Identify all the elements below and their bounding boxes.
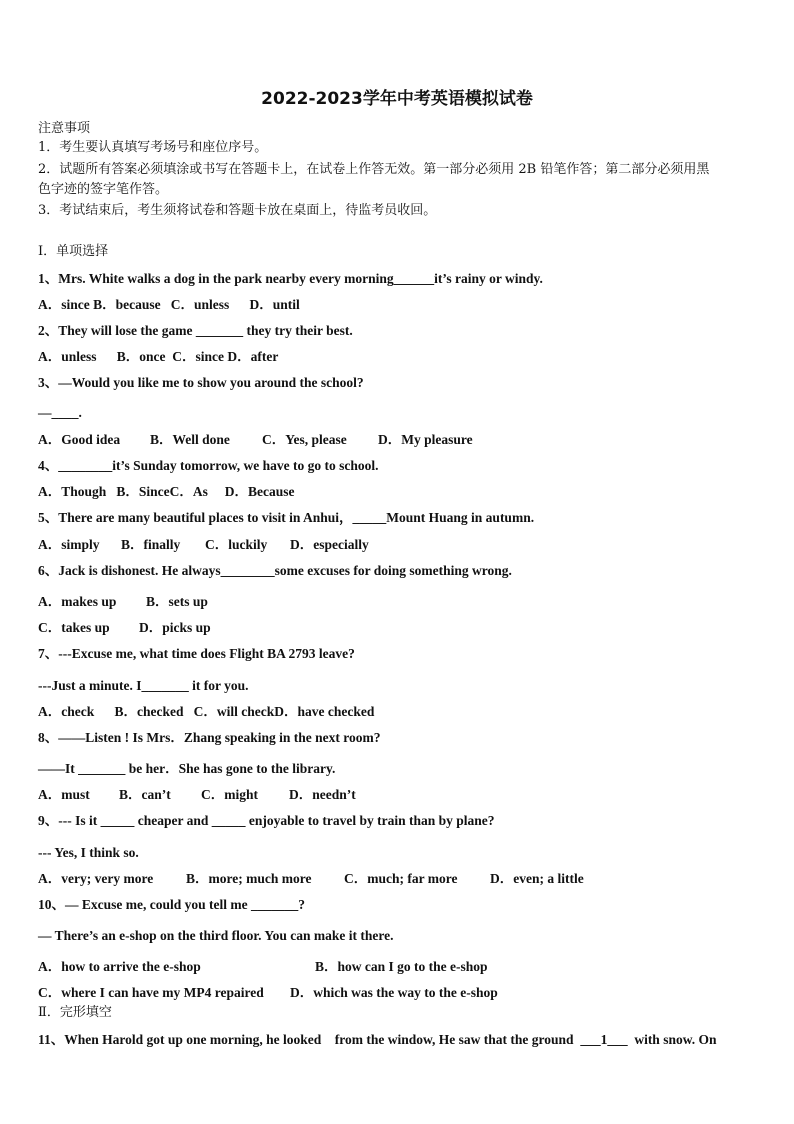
option-b: B．how can I go to the e-shop: [315, 959, 488, 974]
option-d: D．even; a little: [490, 871, 584, 886]
question-reply: —____.: [38, 405, 82, 420]
option-d: D．which was the way to the e-shop: [290, 985, 498, 1000]
option-d: D．My pleasure: [378, 432, 473, 447]
option-b: B．sets up: [146, 594, 208, 609]
notice-item: 2．试题所有答案必须填涂或书写在答题卡上，在试卷上作答无效。第一部分必须用 2B 铅笔作答；第二部分必须用黑: [38, 162, 710, 177]
question-stem: 4、________it’s Sunday tomorrow, we have to go to school.: [38, 458, 379, 473]
question-stem: 3、—Would you like me to show you around the school?: [38, 375, 364, 390]
option-a: A．simply: [38, 537, 100, 552]
section-heading: Ⅱ．完形填空: [38, 1005, 112, 1020]
option-b: B．more; much more: [186, 871, 312, 886]
question-stem: 11、When Harold got up one morning, he looked from the window, He saw that the ground ___1___ with snow. On: [38, 1032, 717, 1047]
question-reply: ——It _______ be her．She has gone to the library.: [38, 761, 336, 776]
option-a: A．must: [38, 787, 90, 802]
option-c: C．takes up: [38, 620, 110, 635]
question-stem: 5、There are many beautiful places to visit in Anhui，_____Mount Huang in autumn.: [38, 510, 535, 525]
option-d: D．especially: [290, 537, 369, 552]
question-stem: 10、— Excuse me, could you tell me _______?: [38, 897, 305, 912]
option-b: B．Well done: [150, 432, 230, 447]
question-stem: 9、--- Is it _____ cheaper and _____ enjoyable to travel by train than by plane?: [38, 813, 495, 828]
option-b: B．can’t: [119, 787, 171, 802]
option-c: C．Yes, please: [262, 432, 347, 447]
notice-item: 3．考试结束后，考生须将试卷和答题卡放在桌面上，待监考员收回。: [38, 203, 437, 218]
option-c: C．much; far more: [344, 871, 458, 886]
option-d: D．picks up: [139, 620, 211, 635]
question-stem: 8、——Listen ! Is Mrs．Zhang speaking in the next room?: [38, 730, 381, 745]
notice-heading: 注意事项: [38, 121, 91, 136]
section-heading: Ⅰ．单项选择: [38, 244, 109, 259]
question-options: A．since B．because C．unless D．until: [38, 297, 300, 312]
option-c: C．luckily: [205, 537, 268, 552]
option-c: C．where I can have my MP4 repaired: [38, 985, 264, 1000]
question-options: A．check B．checked C．will checkD．have checked: [38, 704, 375, 719]
option-a: A．how to arrive the e-shop: [38, 959, 201, 974]
question-stem: 7、---Excuse me, what time does Flight BA 2793 leave?: [38, 646, 355, 661]
option-b: B．finally: [121, 537, 181, 552]
option-c: C．might: [201, 787, 258, 802]
question-reply: --- Yes, I think so.: [38, 845, 139, 860]
question-stem: 2、They will lose the game _______ they try their best.: [38, 323, 353, 338]
question-reply: ---Just a minute. I_______ it for you.: [38, 678, 249, 693]
page-title: 2022-2023学年中考英语模拟试卷: [261, 89, 533, 109]
question-options: A．Though B．SinceC．As D．Because: [38, 484, 295, 499]
notice-item: 1．考生要认真填写考场号和座位序号。: [38, 140, 268, 155]
question-reply: — There’s an e-shop on the third floor. You can make it there.: [38, 928, 394, 943]
question-stem: 6、Jack is dishonest. He always________some excuses for doing something wrong.: [38, 563, 512, 578]
notice-item: 色字迹的签字笔作答。: [38, 182, 169, 197]
option-a: A．Good idea: [38, 432, 121, 447]
question-options: A．unless B．once C．since D．after: [38, 349, 279, 364]
option-a: A．makes up: [38, 594, 117, 609]
option-d: D．needn’t: [289, 787, 356, 802]
question-stem: 1、Mrs. White walks a dog in the park nearby every morning______it’s rainy or windy.: [38, 271, 543, 286]
option-a: A．very; very more: [38, 871, 154, 886]
